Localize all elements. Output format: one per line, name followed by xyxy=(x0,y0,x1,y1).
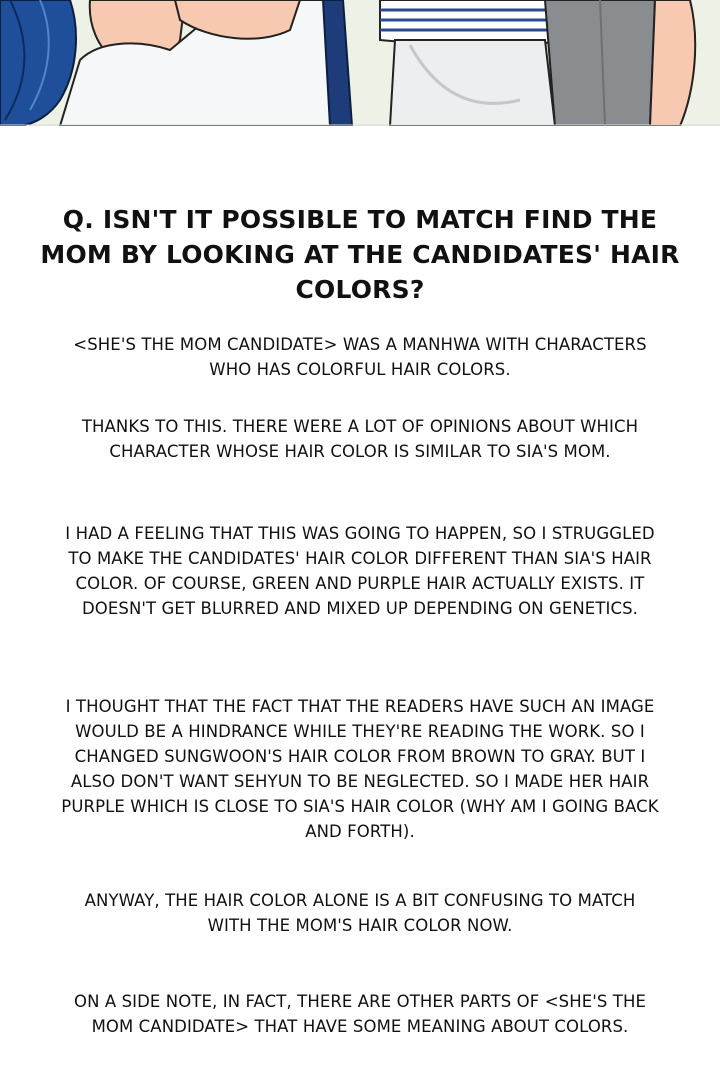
paragraph: I HAD A FEELING THAT THIS WAS GOING TO HAPPEN, SO I STRUGGLED TO MAKE THE CANDIDATES' HAIR COLOR DIFFERENT THAN SIA'S HAIR COLOR. OF COURSE, GREEN AND PURPLE HAIR ACTUALLY EXISTS. IT DOESN'T GET BLURRED AND MIXED UP DEPENDING ON GENETICS. xyxy=(65,524,655,618)
manga-panel-illustration xyxy=(0,0,720,126)
question-heading: Q. ISN'T IT POSSIBLE TO MATCH FIND THE MOM BY LOOKING AT THE CANDIDATES' HAIR COLORS? xyxy=(40,205,680,304)
afterword-text-panel xyxy=(0,126,720,1080)
characters-artwork xyxy=(0,0,720,126)
paragraph: ON A SIDE NOTE, IN FACT, THERE ARE OTHER PARTS OF <SHE'S THE MOM CANDIDATE> THAT HAVE SOME MEANING ABOUT COLORS. xyxy=(73,992,646,1036)
paragraph: THANKS TO THIS. THERE WERE A LOT OF OPINIONS ABOUT WHICH CHARACTER WHOSE HAIR COLOR IS SIMILAR TO SIA'S MOM. xyxy=(81,417,639,461)
paragraph: <SHE'S THE MOM CANDIDATE> WAS A MANHWA WITH CHARACTERS WHO HAS COLORFUL HAIR COLORS. xyxy=(73,335,647,379)
paragraph: I THOUGHT THAT THE FACT THAT THE READERS HAVE SUCH AN IMAGE WOULD BE A HINDRANCE WHILE THEY'RE READING THE WORK. SO I CHANGED SUNGWOON'S HAIR COLOR FROM BROWN TO GRAY. BUT I ALSO DON'T WANT SEHYUN TO BE NEGLECTED. SO I MADE HER HAIR PURPLE WHICH IS CLOSE TO SIA'S HAIR COLOR (WHY AM I GOING BACK AND FORTH). xyxy=(61,697,659,841)
paragraph: ANYWAY, THE HAIR COLOR ALONE IS A BIT CONFUSING TO MATCH WITH THE MOM'S HAIR COLOR NOW. xyxy=(84,891,636,935)
